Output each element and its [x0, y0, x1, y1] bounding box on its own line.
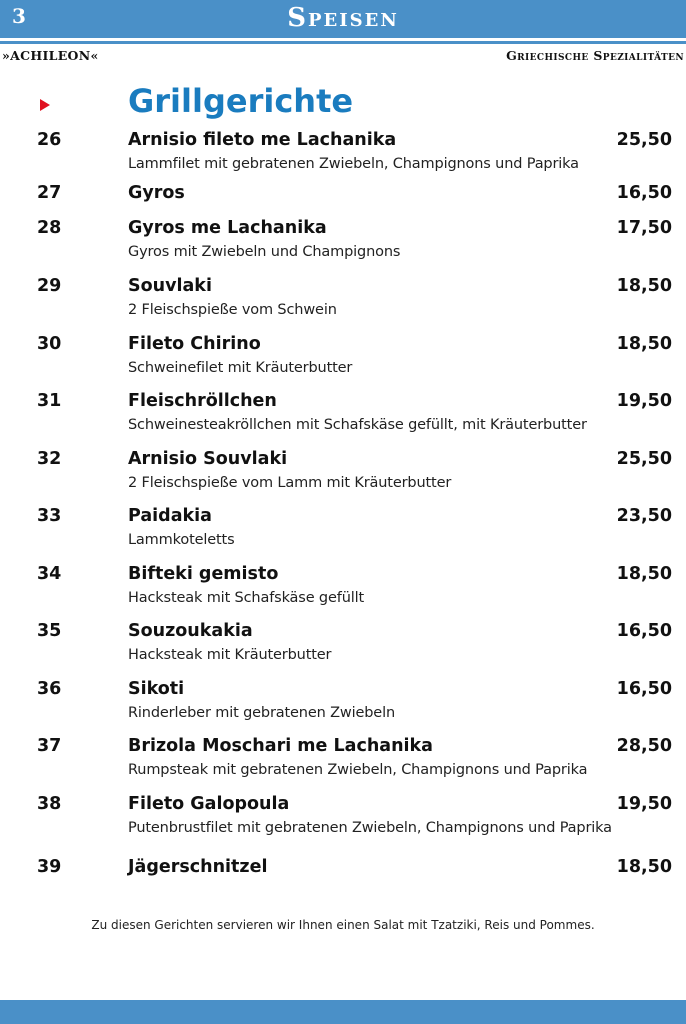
item-price: 18,50 — [616, 334, 672, 354]
item-name: Souzoukakia — [128, 621, 253, 641]
header-band — [0, 0, 686, 38]
item-price: 17,50 — [616, 218, 672, 238]
item-description: 2 Fleischspieße vom Lamm mit Kräuterbutter — [128, 475, 452, 491]
item-name: Fleischröllchen — [128, 391, 277, 411]
footer-note: Zu diesen Gerichten servieren wir Ihnen einen Salat mit Tzatziki, Reis und Pommes. — [91, 918, 595, 932]
item-description: Rumpsteak mit gebratenen Zwiebeln, Champignons und Paprika — [128, 762, 588, 778]
item-name: Souvlaki — [128, 276, 212, 296]
item-name: Gyros me Lachanika — [128, 218, 327, 238]
item-number: 27 — [37, 183, 62, 203]
item-description: Rinderleber mit gebratenen Zwiebeln — [128, 705, 396, 721]
item-number: 39 — [37, 857, 62, 877]
item-description: Gyros mit Zwiebeln und Champignons — [128, 244, 401, 260]
item-name: Jägerschnitzel — [128, 857, 268, 877]
item-number: 37 — [37, 736, 62, 756]
item-number: 30 — [37, 334, 62, 354]
category-heading: Grillgerichte — [128, 82, 354, 120]
item-number: 31 — [37, 391, 62, 411]
item-name: Paidakia — [128, 506, 212, 526]
item-name: Brizola Moschari me Lachanika — [128, 736, 433, 756]
item-price: 25,50 — [616, 449, 672, 469]
item-name: Arnisio fileto me Lachanika — [128, 130, 397, 150]
item-description: Schweinefilet mit Kräuterbutter — [128, 360, 353, 376]
page-number: 3 — [12, 4, 26, 28]
item-price: 18,50 — [616, 857, 672, 877]
item-number: 28 — [37, 218, 62, 238]
item-price: 18,50 — [616, 276, 672, 296]
item-description: Hacksteak mit Kräuterbutter — [128, 647, 332, 663]
item-description: Hacksteak mit Schafskäse gefüllt — [128, 590, 365, 606]
item-number: 34 — [37, 564, 62, 584]
item-price: 16,50 — [616, 183, 672, 203]
item-name: Fileto Chirino — [128, 334, 261, 354]
item-price: 25,50 — [616, 130, 672, 150]
item-name: Fileto Galopoula — [128, 794, 290, 814]
footer-band — [0, 1000, 686, 1024]
item-name: Gyros — [128, 183, 185, 203]
item-number: 29 — [37, 276, 62, 296]
item-name: Bifteki gemisto — [128, 564, 279, 584]
item-name: Arnisio Souvlaki — [128, 449, 288, 469]
item-price: 18,50 — [616, 564, 672, 584]
item-name: Sikoti — [128, 679, 185, 699]
item-description: Schweinesteakröllchen mit Schafskäse gefüllt, mit Kräuterbutter — [128, 417, 587, 433]
item-description: Putenbrustfilet mit gebratenen Zwiebeln, Champignons und Paprika — [128, 820, 612, 836]
item-price: 16,50 — [616, 621, 672, 641]
restaurant-name: »ACHILEON« — [2, 48, 99, 63]
cuisine-label: Griechische Spezialitäten — [506, 48, 684, 63]
item-price: 28,50 — [616, 736, 672, 756]
item-number: 26 — [37, 130, 62, 150]
section-title: Speisen — [287, 3, 399, 33]
item-description: 2 Fleischspieße vom Schwein — [128, 302, 337, 318]
item-price: 19,50 — [616, 391, 672, 411]
item-number: 38 — [37, 794, 62, 814]
item-description: Lammfilet mit gebratenen Zwiebeln, Champignons und Paprika — [128, 156, 579, 172]
item-number: 35 — [37, 621, 62, 641]
item-price: 23,50 — [616, 506, 672, 526]
item-number: 32 — [37, 449, 62, 469]
item-price: 16,50 — [616, 679, 672, 699]
item-price: 19,50 — [616, 794, 672, 814]
header-rule — [0, 41, 686, 44]
item-number: 33 — [37, 506, 62, 526]
item-number: 36 — [37, 679, 62, 699]
item-description: Lammkoteletts — [128, 532, 235, 548]
arrow-marker-icon — [40, 99, 50, 111]
